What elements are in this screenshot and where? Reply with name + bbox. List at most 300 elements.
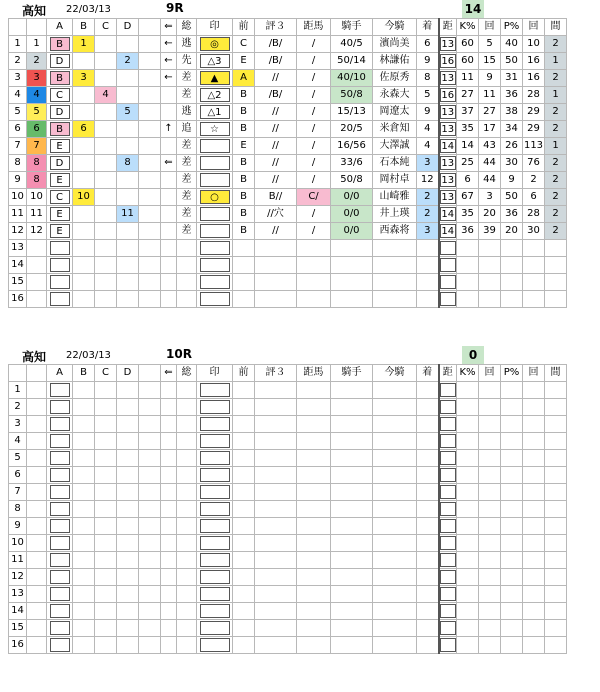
waku-number [27,552,47,569]
table-row [9,172,567,189]
distance-cell [439,569,457,586]
spacer-cell [139,274,161,291]
spacer-cell [139,257,161,274]
p-percent-cell [501,603,523,620]
column-header: 前 [233,365,255,382]
p-count-cell [523,535,545,552]
style-cell [177,433,197,450]
mark-box [200,292,230,306]
grade-d-cell [117,399,139,416]
grade-a-box: B [50,71,70,85]
k-count-cell: 43 [479,138,501,155]
k-percent-cell: 25 [457,155,479,172]
spacer-cell [139,620,161,637]
distance-cell [439,382,457,399]
interval-cell [545,467,567,484]
waku-number: 6 [27,121,47,138]
p-count-cell: 16 [523,53,545,70]
spacer-cell [139,206,161,223]
arrow-cell [161,552,177,569]
grade-b-cell [73,586,95,603]
distance-horse-cell: C/ [297,189,331,206]
previous-grade-cell [233,603,255,620]
grade-d-cell: 5 [117,104,139,121]
grade-a-cell [47,501,73,518]
rating-cell [255,274,297,291]
mark-cell [197,257,233,274]
jockey-stat-cell [331,620,373,637]
rating-cell: /B/ [255,87,297,104]
spacer-cell [139,240,161,257]
grade-a-box [50,485,70,499]
grade-d-cell [117,603,139,620]
distance-box: 13 [441,73,455,84]
waku-number: 4 [27,87,47,104]
race-header [0,346,600,364]
spacer-cell [139,172,161,189]
distance-cell [439,518,457,535]
spacer-cell [139,637,161,654]
interval-cell: 1 [545,87,567,104]
arrow-cell [161,257,177,274]
finish-cell [417,450,439,467]
p-percent-cell: 30 [501,155,523,172]
finish-cell [417,501,439,518]
distance-horse-cell [297,382,331,399]
k-percent-cell [457,552,479,569]
column-header: A [47,365,73,382]
mark-box [200,451,230,465]
finish-cell: 5 [417,87,439,104]
style-cell [177,535,197,552]
rating-cell [255,518,297,535]
jockey-stat-cell [331,637,373,654]
style-cell: 差 [177,138,197,155]
k-count-cell [479,382,501,399]
distance-box [440,638,456,652]
grade-a-cell [47,569,73,586]
finish-cell: 9 [417,53,439,70]
finish-cell: 4 [417,121,439,138]
distance-horse-cell [297,535,331,552]
spacer-cell [139,501,161,518]
mark-box [200,638,230,652]
grade-b-cell [73,552,95,569]
distance-horse-cell [297,501,331,518]
mark-cell [197,53,233,70]
distance-cell [439,416,457,433]
column-header: 距馬 [297,365,331,382]
spacer-cell [139,138,161,155]
rating-cell: // [255,121,297,138]
arrow-cell [161,138,177,155]
row-number: 5 [9,104,27,121]
table-row [9,433,567,450]
style-cell: 逃 [177,104,197,121]
distance-horse-cell [297,620,331,637]
grade-a-cell [47,70,73,87]
previous-grade-cell: B [233,104,255,121]
p-count-cell [523,274,545,291]
interval-cell: 2 [545,155,567,172]
arrow-cell [161,637,177,654]
distance-cell [439,484,457,501]
k-count-cell: 20 [479,206,501,223]
column-header: K% [457,19,479,36]
grade-a-cell [47,637,73,654]
p-percent-cell [501,484,523,501]
jockey-stat-cell [331,552,373,569]
waku-number: 3 [27,70,47,87]
interval-cell: 2 [545,70,567,87]
interval-cell [545,620,567,637]
arrow-cell [161,620,177,637]
distance-box: 16 [441,90,455,101]
grade-c-cell [95,518,117,535]
grade-b-cell: 1 [73,36,95,53]
distance-box [440,417,456,431]
jockey-stat-cell: 40/5 [331,36,373,53]
table-row [9,223,567,240]
grade-a-box [50,383,70,397]
distance-box: 14 [441,141,455,152]
mark-box: ☆ [200,122,230,136]
grade-a-cell [47,206,73,223]
grade-a-cell [47,586,73,603]
jockey-stat-cell [331,291,373,308]
distance-cell [439,36,457,53]
distance-count-badge: 14 [462,0,484,18]
distance-cell [439,274,457,291]
grade-a-cell [47,240,73,257]
mark-box [200,139,230,153]
waku-number [27,416,47,433]
grade-a-cell [47,620,73,637]
grade-c-cell [95,257,117,274]
p-count-cell [523,518,545,535]
column-header: 前 [233,19,255,36]
previous-grade-cell [233,274,255,291]
row-number: 3 [9,416,27,433]
row-number: 11 [9,552,27,569]
jockey-name-cell [373,603,417,620]
rating-cell: /B/ [255,36,297,53]
grade-a-box [50,451,70,465]
column-header: 印 [197,19,233,36]
p-count-cell: 2 [523,172,545,189]
mark-cell [197,501,233,518]
grade-b-cell [73,433,95,450]
spacer-cell [139,416,161,433]
table-row [9,569,567,586]
interval-cell: 2 [545,36,567,53]
k-count-cell [479,416,501,433]
row-number: 15 [9,274,27,291]
arrow-cell [161,450,177,467]
mark-cell [197,223,233,240]
k-count-cell: 11 [479,87,501,104]
style-cell [177,399,197,416]
grade-d-cell [117,586,139,603]
p-count-cell [523,620,545,637]
grade-b-cell [73,206,95,223]
distance-count-badge: 0 [462,346,484,364]
rating-cell [255,552,297,569]
p-count-cell [523,382,545,399]
rating-cell [255,257,297,274]
interval-cell [545,535,567,552]
style-cell [177,257,197,274]
mark-box [200,207,230,221]
table-row [9,467,567,484]
waku-number [27,603,47,620]
waku-number [27,637,47,654]
p-count-cell: 76 [523,155,545,172]
distance-box [440,519,456,533]
distance-cell [439,552,457,569]
spacer-cell [139,36,161,53]
column-header: B [73,365,95,382]
arrow-cell [161,172,177,189]
column-header: B [73,19,95,36]
grade-a-box: D [50,54,70,68]
interval-cell [545,569,567,586]
mark-cell [197,291,233,308]
row-number: 10 [9,189,27,206]
race-number: 9R [166,1,184,15]
waku-number: 8 [27,172,47,189]
arrow-cell [161,104,177,121]
interval-cell: 2 [545,172,567,189]
finish-cell [417,382,439,399]
k-count-cell [479,637,501,654]
grade-a-cell [47,291,73,308]
grade-c-cell [95,274,117,291]
spacer-cell [139,104,161,121]
k-percent-cell: 35 [457,121,479,138]
mark-box [200,241,230,255]
jockey-stat-cell [331,433,373,450]
distance-horse-cell [297,274,331,291]
race-date: 22/03/13 [66,350,111,361]
k-percent-cell: 60 [457,36,479,53]
row-number: 3 [9,70,27,87]
grade-a-cell [47,518,73,535]
rating-cell [255,535,297,552]
column-header: 総 [177,365,197,382]
distance-horse-cell [297,552,331,569]
arrow-cell [161,382,177,399]
interval-cell [545,291,567,308]
mark-cell [197,586,233,603]
interval-cell: 1 [545,138,567,155]
style-cell: 差 [177,87,197,104]
distance-horse-cell: / [297,138,331,155]
row-number: 11 [9,206,27,223]
jockey-name-cell [373,257,417,274]
distance-cell [439,155,457,172]
k-count-cell [479,257,501,274]
k-percent-cell [457,569,479,586]
previous-grade-cell: B [233,172,255,189]
finish-cell: 8 [417,70,439,87]
column-header: 回 [479,365,501,382]
jockey-name-cell [373,569,417,586]
mark-box [200,468,230,482]
mark-box [200,173,230,187]
row-number: 4 [9,87,27,104]
waku-number: 12 [27,223,47,240]
k-percent-cell [457,240,479,257]
p-count-cell [523,552,545,569]
mark-box [200,258,230,272]
style-cell [177,603,197,620]
mark-box [200,275,230,289]
waku-number [27,586,47,603]
distance-cell [439,172,457,189]
arrow-cell: ↑ [161,121,177,138]
distance-box [440,400,456,414]
jockey-name-cell: 米倉知 [373,121,417,138]
p-percent-cell [501,433,523,450]
previous-grade-cell: B [233,121,255,138]
previous-grade-cell [233,240,255,257]
jockey-name-cell [373,518,417,535]
grade-a-box: D [50,105,70,119]
grade-a-box [50,604,70,618]
table-row [9,240,567,257]
jockey-name-cell [373,274,417,291]
grade-c-cell [95,569,117,586]
interval-cell [545,637,567,654]
distance-cell [439,223,457,240]
p-percent-cell [501,535,523,552]
p-count-cell: 28 [523,87,545,104]
mark-cell [197,206,233,223]
p-percent-cell [501,518,523,535]
jockey-stat-cell [331,274,373,291]
spacer-cell [139,552,161,569]
grade-b-cell [73,603,95,620]
waku-number: 1 [27,36,47,53]
k-count-cell: 39 [479,223,501,240]
k-count-cell: 27 [479,104,501,121]
grade-c-cell [95,416,117,433]
p-percent-cell [501,240,523,257]
mark-box [200,434,230,448]
mark-box: △2 [200,88,230,102]
finish-cell [417,569,439,586]
spacer-cell [139,87,161,104]
grade-d-cell [117,450,139,467]
grade-b-cell [73,155,95,172]
rating-cell [255,586,297,603]
jockey-stat-cell [331,518,373,535]
jockey-stat-cell [331,535,373,552]
jockey-name-cell: 山崎雅 [373,189,417,206]
spacer-cell [139,70,161,87]
arrow-cell [161,240,177,257]
grade-c-cell [95,620,117,637]
p-percent-cell [501,569,523,586]
jockey-stat-cell: 20/5 [331,121,373,138]
row-number: 9 [9,172,27,189]
finish-cell [417,535,439,552]
p-count-cell: 10 [523,36,545,53]
grade-d-cell [117,291,139,308]
style-cell: 差 [177,155,197,172]
mark-cell [197,121,233,138]
p-count-cell: 16 [523,70,545,87]
grade-a-cell [47,121,73,138]
jockey-name-cell [373,467,417,484]
column-header: 回 [479,19,501,36]
grade-b-cell [73,138,95,155]
column-header [9,19,27,36]
jockey-name-cell [373,552,417,569]
distance-cell [439,399,457,416]
finish-cell [417,291,439,308]
row-number: 7 [9,484,27,501]
spacer-cell [139,121,161,138]
mark-box: △1 [200,105,230,119]
p-percent-cell [501,399,523,416]
jockey-name-cell: 西森将 [373,223,417,240]
spacer-cell [139,484,161,501]
jockey-stat-cell: 33/6 [331,155,373,172]
grade-a-cell [47,223,73,240]
finish-cell [417,620,439,637]
jockey-name-cell [373,399,417,416]
mark-cell [197,70,233,87]
k-count-cell: 5 [479,36,501,53]
distance-horse-cell [297,399,331,416]
distance-horse-cell: / [297,121,331,138]
grade-c-cell [95,155,117,172]
grade-a-cell [47,450,73,467]
rating-cell: // [255,138,297,155]
finish-cell [417,603,439,620]
previous-grade-cell: B [233,223,255,240]
race-9r-section [0,0,600,304]
style-cell: 差 [177,70,197,87]
table-row [9,518,567,535]
previous-grade-cell: E [233,53,255,70]
column-header: 間 [545,365,567,382]
spacer-cell [139,450,161,467]
k-percent-cell [457,586,479,603]
jockey-stat-cell: 50/14 [331,53,373,70]
grade-a-cell [47,433,73,450]
rating-cell: // [255,155,297,172]
grade-a-cell [47,87,73,104]
interval-cell [545,552,567,569]
arrow-cell [161,518,177,535]
finish-cell: 3 [417,223,439,240]
row-number: 12 [9,569,27,586]
grade-a-cell [47,104,73,121]
k-percent-cell [457,535,479,552]
row-number: 16 [9,637,27,654]
grade-d-cell [117,257,139,274]
style-cell [177,240,197,257]
interval-cell: 2 [545,206,567,223]
column-header: 騎手 [331,19,373,36]
grade-d-cell [117,467,139,484]
interval-cell [545,501,567,518]
interval-cell: 2 [545,189,567,206]
interval-cell [545,416,567,433]
